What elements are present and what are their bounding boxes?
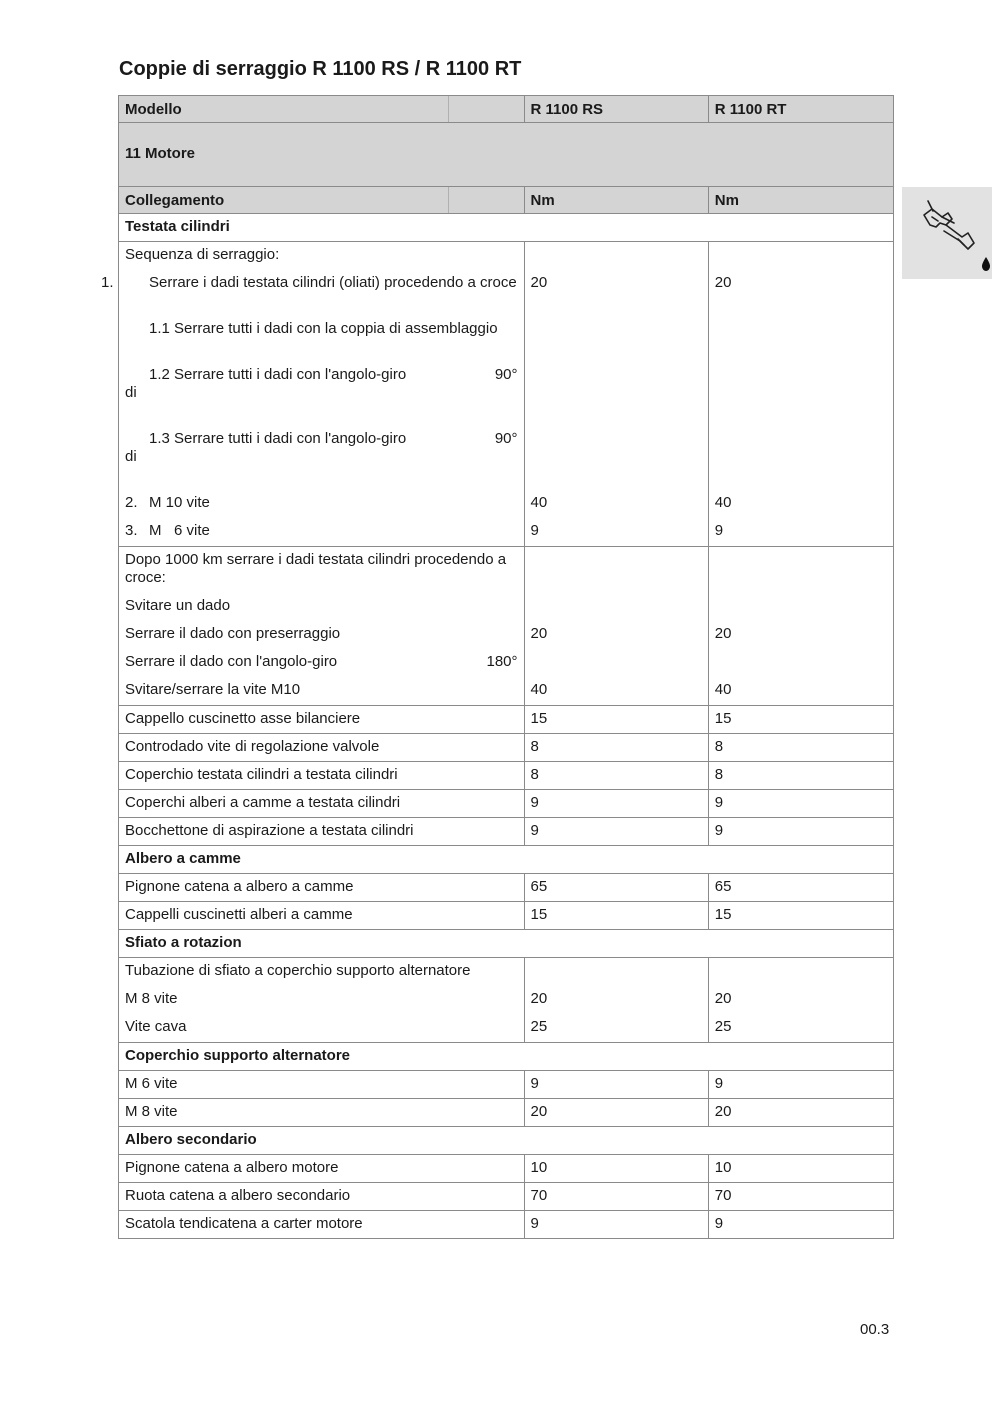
table-row: [119, 1071, 894, 1099]
row-rs: 65: [524, 874, 708, 902]
after-pretighten-rs: 20: [530, 625, 548, 642]
step-1-3-degrees: 90°: [494, 430, 518, 447]
step-3: [125, 518, 518, 546]
sfiato-rs-cell: [524, 958, 708, 1043]
table-row: [119, 790, 894, 818]
after-intro: Dopo 1000 km serrare i dadi testata cilindri procedendo a croce:: [125, 551, 507, 586]
table-row: [119, 1211, 894, 1239]
row-label: Cappelli cuscinetti alberi a camme: [119, 902, 525, 930]
sfiato-line-3: Vite cava: [125, 1018, 187, 1035]
after-pretighten-rt: 20: [714, 625, 732, 642]
row-rt: 9: [708, 1211, 893, 1239]
table-row: [119, 1183, 894, 1211]
sfiato-rt-cell: [708, 958, 893, 1043]
sfiato-cell: [119, 958, 525, 1043]
sfiato-line-3-rs: 25: [530, 1018, 548, 1035]
step-1: [101, 270, 518, 316]
page-title: Coppie di serraggio R 1100 RS / R 1100 RT: [119, 58, 522, 80]
section-title: Sfiato a rotazion: [119, 930, 894, 958]
section-row: [119, 846, 894, 874]
side-tab: [902, 187, 992, 279]
row-rs: 9: [524, 818, 708, 846]
row-label: Scatola tendicatena a carter motore: [119, 1211, 525, 1239]
row-label: M 6 vite: [119, 1071, 525, 1099]
subheader-unit-rt: Nm: [708, 187, 893, 214]
row-rs: 9: [524, 1071, 708, 1099]
sequence-label: Sequenza di serraggio:: [125, 246, 280, 263]
row-rt: 8: [708, 734, 893, 762]
row-rt: 15: [708, 902, 893, 930]
step-1-rs: 20: [530, 274, 548, 291]
section-title: Testata cilindri: [119, 214, 894, 242]
after-m10-rs: 40: [530, 681, 548, 698]
table-row: [119, 818, 894, 846]
sequence-rt-cell: [708, 242, 893, 547]
row-rt: 8: [708, 762, 893, 790]
row-rs: 8: [524, 762, 708, 790]
table-row: [119, 958, 894, 1043]
after-angle-degrees: 180°: [486, 653, 518, 670]
row-rt: 9: [708, 818, 893, 846]
sfiato-line-2: M 8 vite: [125, 990, 178, 1007]
row-rs: 70: [524, 1183, 708, 1211]
after-rt-cell: [708, 547, 893, 706]
section-title: Albero a camme: [119, 846, 894, 874]
after-m10-rt: 40: [714, 681, 732, 698]
page-number: 00.3: [860, 1321, 890, 1338]
group-row: [119, 123, 894, 187]
row-rs: 9: [524, 790, 708, 818]
step-1-rt: 20: [714, 274, 732, 291]
row-label: Pignone catena a albero a camme: [119, 874, 525, 902]
step-1-1-text: 1.1 Serrare tutti i dadi con la coppia di assemblaggio: [149, 320, 498, 337]
step-2: [125, 490, 518, 518]
table-header-row: [119, 96, 894, 123]
row-rt: 65: [708, 874, 893, 902]
step-3-text: M 6 vite: [149, 522, 210, 539]
subheader-row: [119, 187, 894, 214]
step-1-3-di: di: [125, 448, 137, 465]
step-3-rt: 9: [714, 522, 724, 539]
sfiato-line-2-rt: 20: [714, 990, 732, 1007]
row-label: Bocchettone di aspirazione a testata cilindri: [119, 818, 525, 846]
sequence-rs-cell: [524, 242, 708, 547]
table-row: [119, 734, 894, 762]
header-model: Modello: [119, 96, 525, 123]
after-angle-text: Serrare il dado con l'angolo-giro: [125, 653, 338, 670]
sfiato-line-3-rt: 25: [714, 1018, 732, 1035]
row-rs: 15: [524, 902, 708, 930]
header-rs: R 1100 RS: [524, 96, 708, 123]
row-rs: 10: [524, 1155, 708, 1183]
sfiato-line-1: Tubazione di sfiato a coperchio supporto alternatore: [125, 962, 471, 979]
row-rt: 9: [708, 1071, 893, 1099]
row-label: Ruota catena a albero secondario: [119, 1183, 525, 1211]
row-label: Coperchio testata cilindri a testata cilindri: [119, 762, 525, 790]
row-rt: 10: [708, 1155, 893, 1183]
row-label: Controdado vite di regolazione valvole: [119, 734, 525, 762]
step-2-number: 2.: [125, 494, 138, 511]
step-1-3: [125, 426, 518, 490]
section-row: [119, 214, 894, 242]
step-1-1: [125, 316, 518, 362]
row-rs: 15: [524, 706, 708, 734]
after-unscrew: Svitare un dado: [125, 597, 231, 614]
section-row: [119, 1127, 894, 1155]
step-1-2-di: di: [125, 384, 137, 401]
step-3-number: 3.: [125, 522, 138, 539]
step-2-rt: 40: [714, 494, 732, 511]
group-title: 11 Motore: [119, 123, 894, 187]
after-m10: Svitare/serrare la vite M10: [125, 681, 301, 698]
table-row: [119, 902, 894, 930]
table-row: [119, 762, 894, 790]
row-rt: 15: [708, 706, 893, 734]
table-row: [119, 874, 894, 902]
header-rt: R 1100 RT: [708, 96, 893, 123]
table-row: [119, 1155, 894, 1183]
sfiato-line-2-rs: 20: [530, 990, 548, 1007]
step-1-2-degrees: 90°: [494, 366, 518, 383]
step-2-text: M 10 vite: [149, 494, 210, 511]
table-row: [119, 706, 894, 734]
section-row: [119, 930, 894, 958]
step-1-2: [125, 362, 518, 426]
table-row: [119, 242, 894, 547]
hand-wrench-oil-icon: [902, 187, 992, 279]
subheader-unit-rs: Nm: [524, 187, 708, 214]
row-rs: 9: [524, 1211, 708, 1239]
step-2-rs: 40: [530, 494, 548, 511]
section-title: Coperchio supporto alternatore: [119, 1043, 894, 1071]
after-pretighten: Serrare il dado con preserraggio: [125, 625, 341, 642]
table-row: [119, 1099, 894, 1127]
row-label: Cappello cuscinetto asse bilanciere: [119, 706, 525, 734]
section-row: [119, 1043, 894, 1071]
row-rt: 70: [708, 1183, 893, 1211]
row-rs: 20: [524, 1099, 708, 1127]
section-title: Albero secondario: [119, 1127, 894, 1155]
table-row: [119, 547, 894, 706]
after-1000km-cell: [119, 547, 525, 706]
step-1-text: Serrare i dadi testata cilindri (oliati) procedendo a croce: [149, 274, 517, 291]
row-label: M 8 vite: [119, 1099, 525, 1127]
after-angle: [125, 649, 518, 677]
sequence-cell: [101, 242, 525, 547]
row-rs: 8: [524, 734, 708, 762]
row-label: Coperchi alberi a camme a testata cilindri: [119, 790, 525, 818]
row-label: Pignone catena a albero motore: [119, 1155, 525, 1183]
step-1-2-text: 1.2 Serrare tutti i dadi con l'angolo-giro: [149, 366, 407, 383]
subheader-label: Collegamento: [119, 187, 525, 214]
step-3-rs: 9: [530, 522, 539, 539]
row-rt: 9: [708, 790, 893, 818]
step-1-3-text: 1.3 Serrare tutti i dadi con l'angolo-giro: [149, 430, 407, 447]
step-1-number: 1.: [101, 274, 114, 291]
row-rt: 20: [708, 1099, 893, 1127]
torque-table: [101, 95, 894, 1239]
after-rs-cell: [524, 547, 708, 706]
